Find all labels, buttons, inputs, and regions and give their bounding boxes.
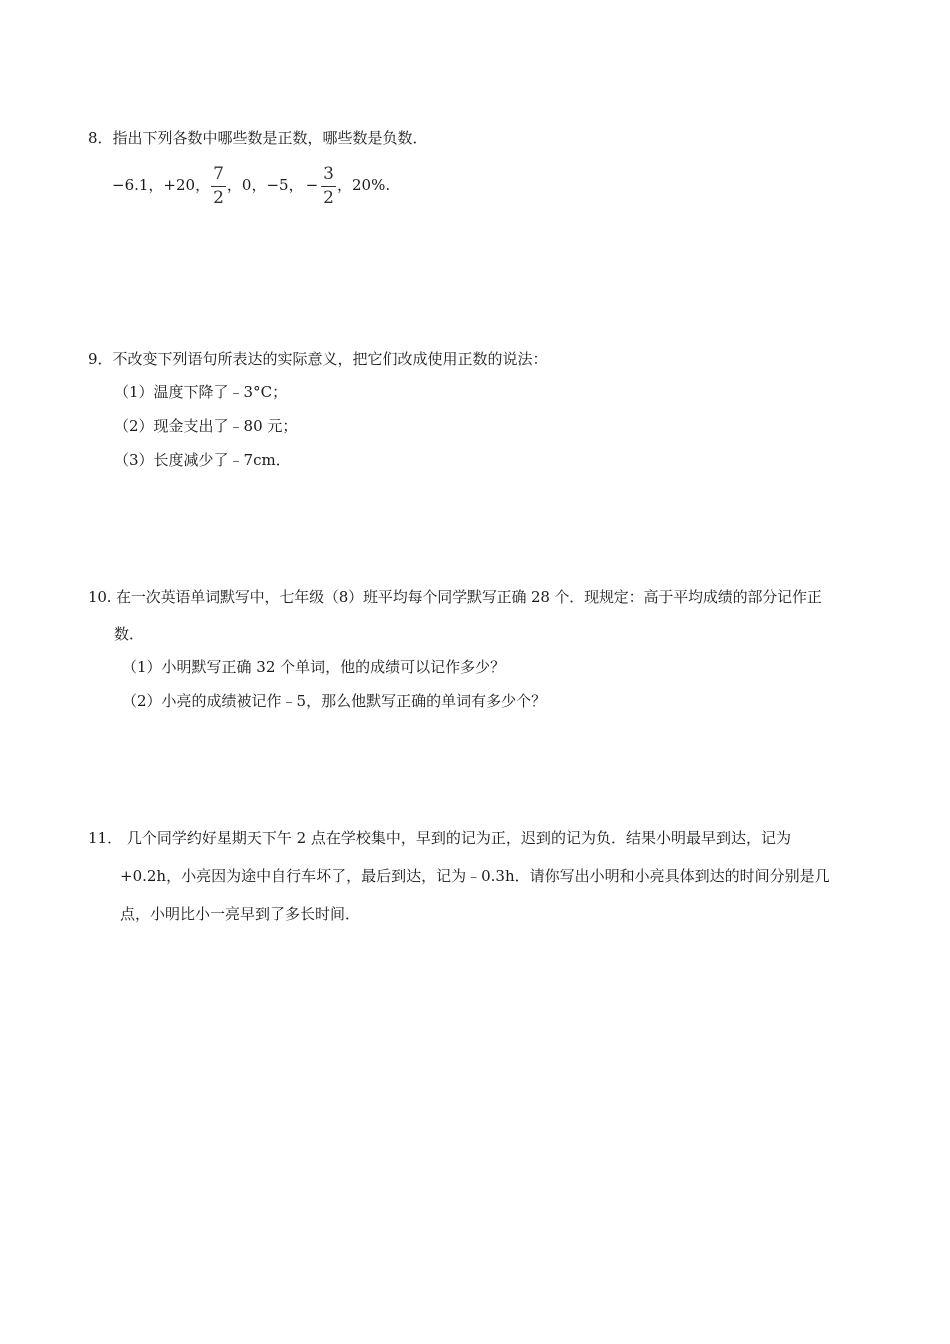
- question-11-line-1: 11． 几个同学约好星期天下午 2 点在学校集中，早到的记为正，迟到的记为负．结果小明最早到达，记为: [88, 829, 791, 847]
- fraction-denominator: 2: [323, 187, 334, 208]
- fraction-numerator: 3: [321, 165, 336, 187]
- question-9-item-2: （2）现金支出了﹣80 元；: [114, 417, 298, 435]
- question-9-item-1: （1）温度下降了﹣3°C；: [114, 383, 288, 401]
- question-11-line-2: +0.2h，小亮因为途中自行车坏了，最后到达，记为﹣0.3h．请你写出小明和小亮具体到达的时间分别是几: [120, 867, 830, 885]
- question-8-stem: 8．指出下列各数中哪些数是正数，哪些数是负数．: [88, 129, 428, 147]
- question-10-stem-line-2: 数．: [114, 625, 145, 643]
- question-10-item-2: （2）小亮的成绩被记作﹣5，那么他默写正确的单词有多少个？: [122, 692, 547, 710]
- number-list-part-1: −6.1，+20，: [112, 176, 211, 194]
- number-list-part-2: ，0，−5，: [226, 176, 304, 194]
- fraction-three-halves: [321, 165, 336, 208]
- fraction-numerator: 7: [211, 165, 226, 187]
- question-9-item-3: （3）长度减少了﹣7cm．: [114, 451, 291, 469]
- question-10-stem-line-1: 10. 在一次英语单词默写中，七年级（8）班平均每个同学默写正确 28 个．现规定：高于平均成绩的部分记作正: [88, 588, 822, 606]
- question-9-stem: 9．不改变下列语句所表达的实际意义，把它们改成使用正数的说法：: [88, 350, 548, 368]
- negative-sign: −: [305, 176, 319, 194]
- question-11-line-3: 点，小明比小一亮早到了多长时间．: [120, 905, 361, 923]
- fraction-seven-halves: [211, 165, 226, 208]
- number-list-part-3: ，20%.: [336, 176, 391, 194]
- question-8-numbers: [112, 162, 390, 208]
- question-10-item-1: （1）小明默写正确 32 个单词，他的成绩可以记作多少？: [122, 658, 506, 676]
- fraction-denominator: 2: [213, 187, 224, 208]
